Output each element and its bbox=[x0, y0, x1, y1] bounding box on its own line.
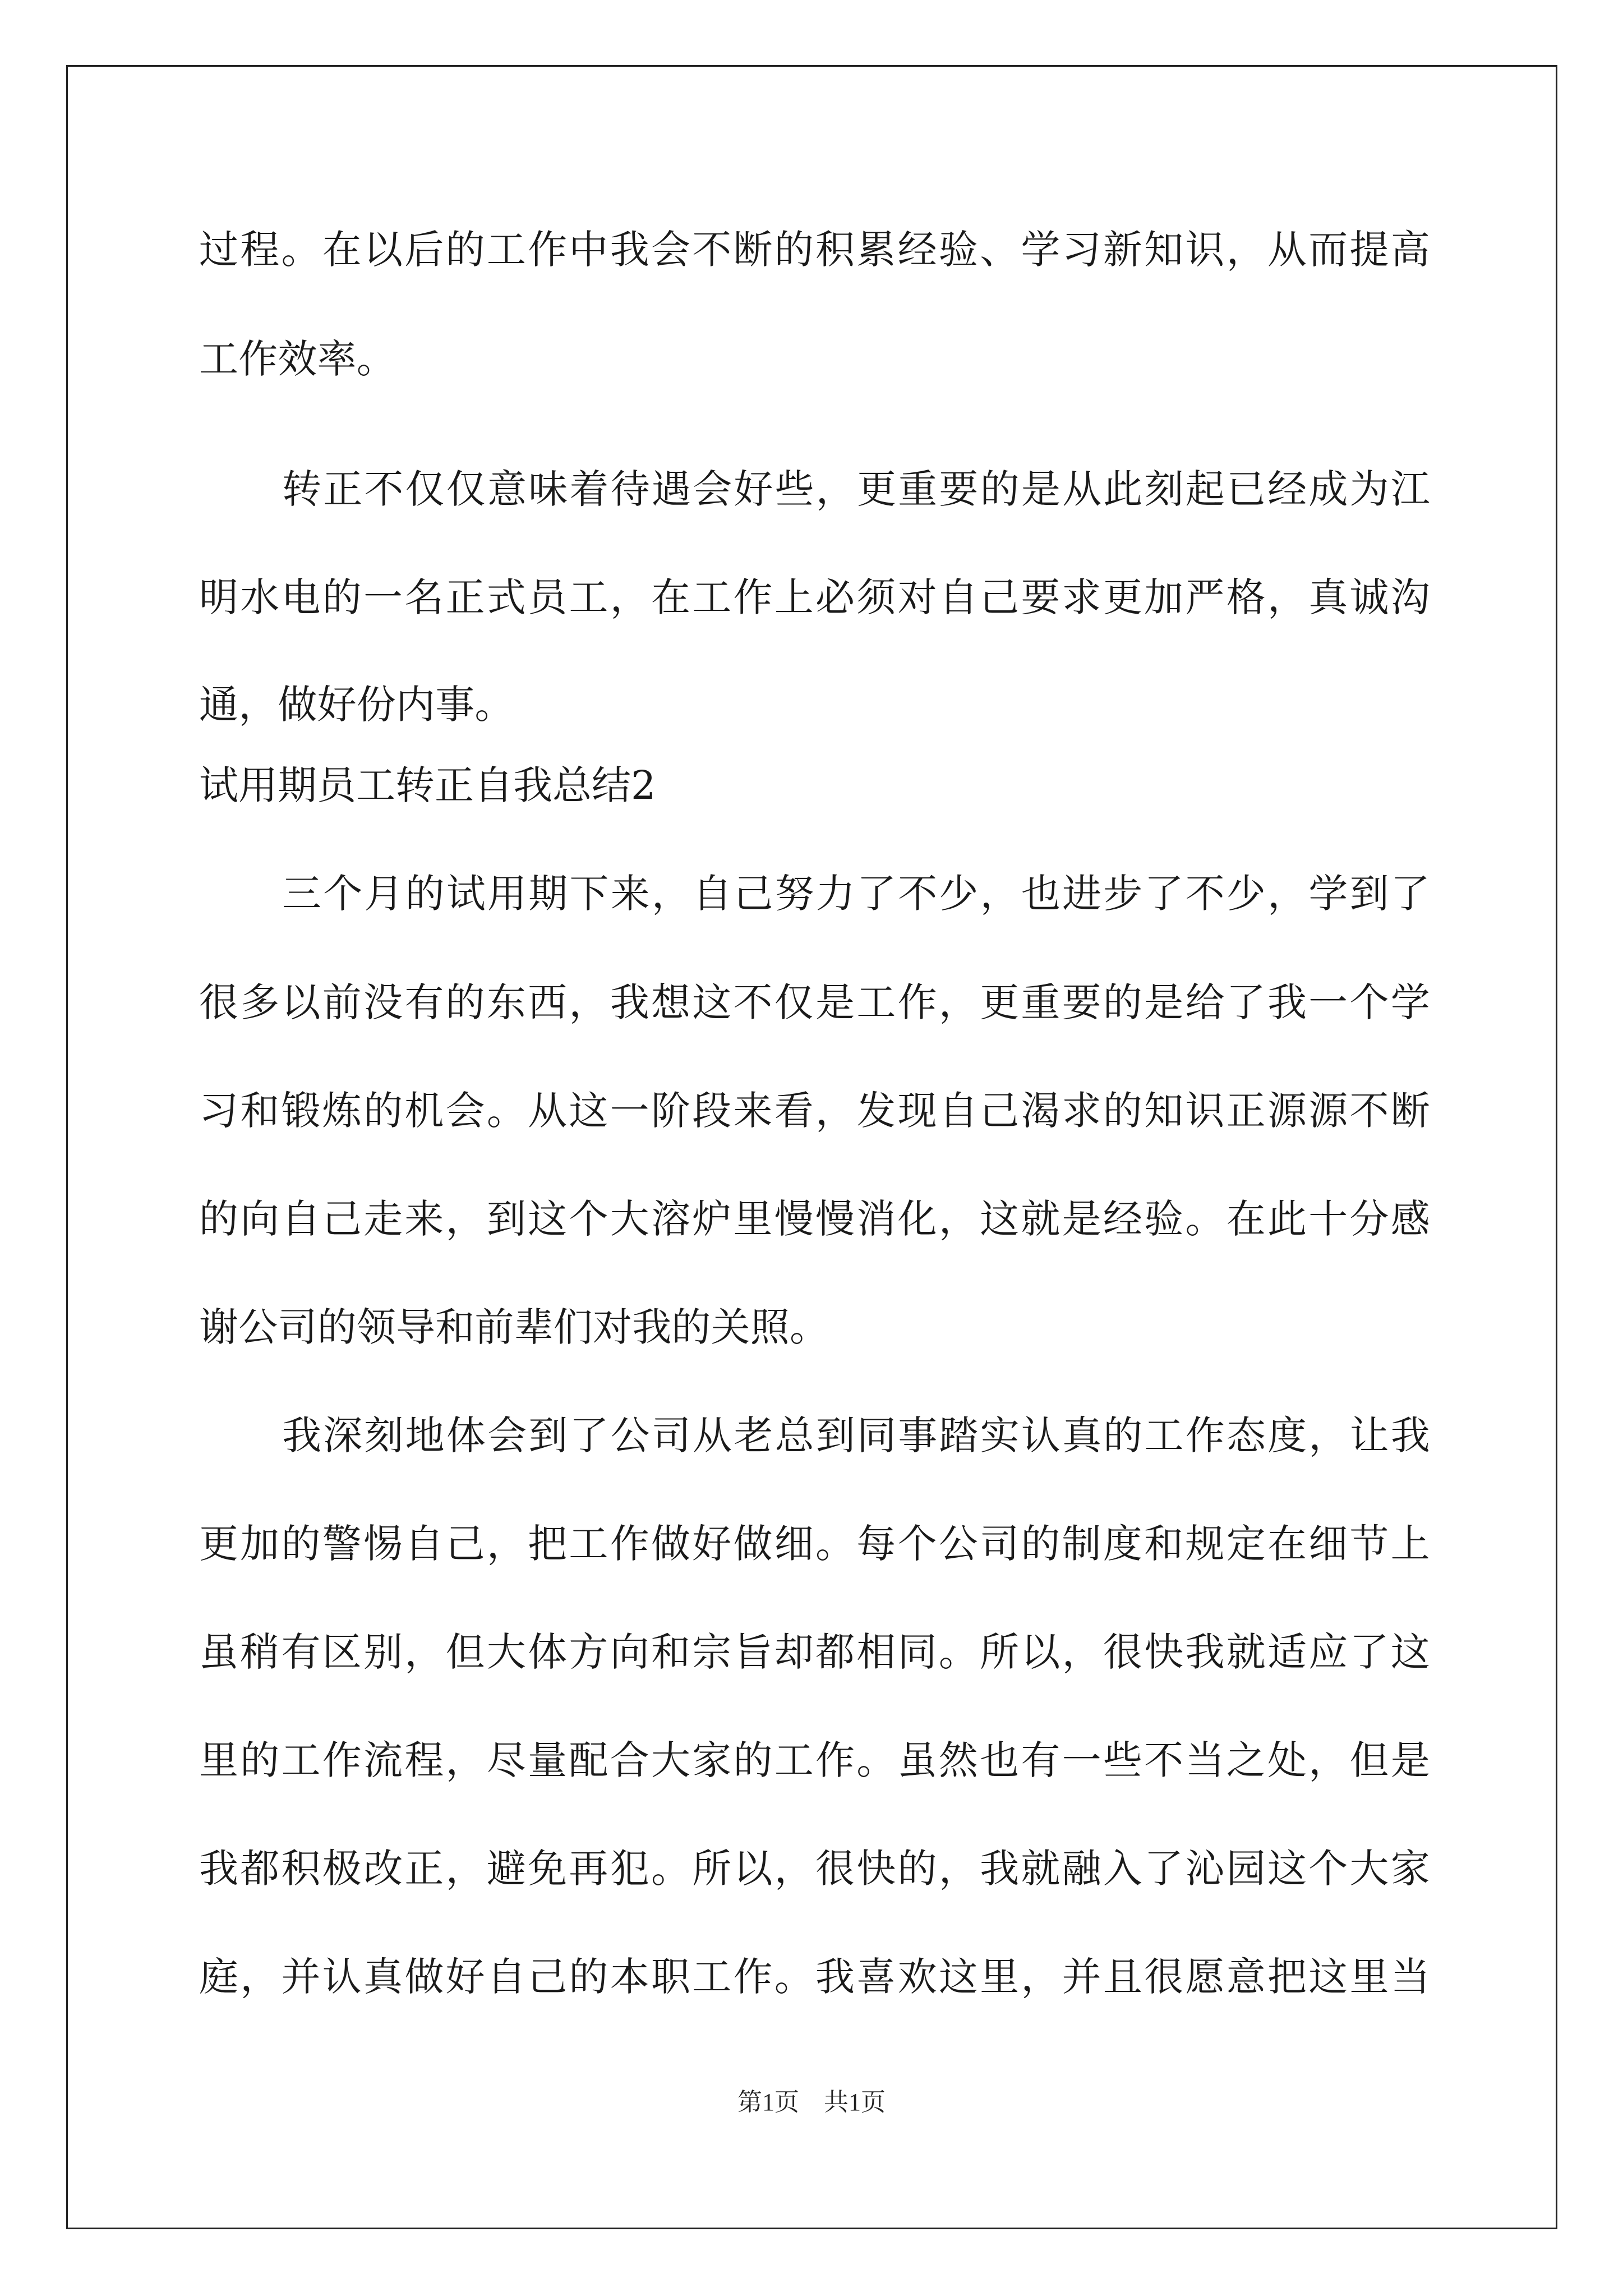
paragraph-line: 我都积极改正，避免再犯。所以，很快的，我就融入了沁园这个大家 bbox=[199, 1846, 1430, 1892]
paragraph-line: 虽稍有区别，但大体方向和宗旨却都相同。所以，很快我就适应了这 bbox=[199, 1629, 1430, 1675]
page-border bbox=[66, 65, 1557, 2229]
paragraph-line: 的向自己走来，到这个大溶炉里慢慢消化，这就是经验。在此十分感 bbox=[199, 1196, 1430, 1242]
paragraph-line: 里的工作流程，尽量配合大家的工作。虽然也有一些不当之处，但是 bbox=[199, 1737, 1430, 1783]
paragraph-line: 更加的警惕自己，把工作做好做细。每个公司的制度和规定在细节上 bbox=[199, 1521, 1430, 1567]
page-number: 第1页 bbox=[737, 2088, 799, 2116]
paragraph-line: 习和锻炼的机会。从这一阶段来看，发现自己渴求的知识正源源不断 bbox=[199, 1088, 1430, 1134]
page-total: 共1页 bbox=[824, 2088, 886, 2116]
paragraph-line: 三个月的试用期下来，自己努力了不少，也进步了不少，学到了 bbox=[282, 871, 1430, 917]
paragraph-line: 我深刻地体会到了公司从老总到同事踏实认真的工作态度，让我 bbox=[282, 1412, 1430, 1458]
paragraph-line: 明水电的一名正式员工，在工作上必须对自己要求更加严格，真诚沟 bbox=[199, 574, 1430, 620]
paragraph-line: 庭，并认真做好自己的本职工作。我喜欢这里，并且很愿意把这里当 bbox=[199, 1954, 1430, 2000]
paragraph-line: 转正不仅仅意味着待遇会好些，更重要的是从此刻起已经成为江 bbox=[282, 466, 1430, 512]
paragraph-line: 谢公司的领导和前辈们对我的关照。 bbox=[199, 1304, 829, 1350]
section-heading: 试用期员工转正自我总结2 bbox=[199, 762, 656, 808]
paragraph-line: 通，做好份内事。 bbox=[199, 682, 514, 728]
paragraph-line: 很多以前没有的东西，我想这不仅是工作，更重要的是给了我一个学 bbox=[199, 979, 1430, 1025]
paragraph-line: 过程。在以后的工作中我会不断的积累经验、学习新知识，从而提高 bbox=[199, 227, 1430, 273]
page-footer bbox=[0, 2086, 1623, 2119]
paragraph-line: 工作效率。 bbox=[199, 336, 396, 382]
